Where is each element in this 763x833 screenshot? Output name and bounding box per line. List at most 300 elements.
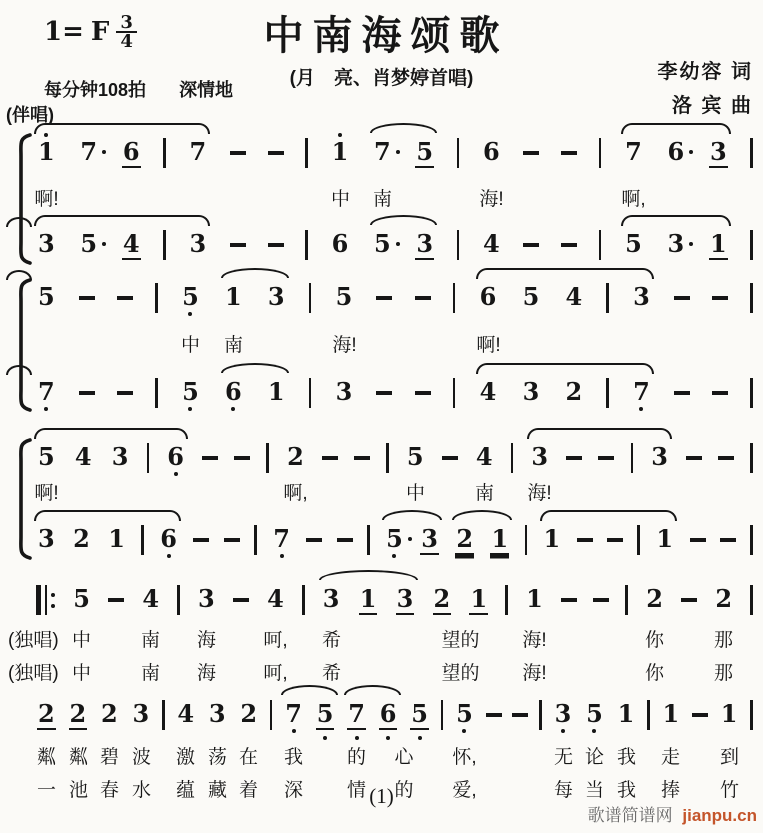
note <box>481 230 502 258</box>
note <box>321 585 342 613</box>
note <box>180 283 201 311</box>
barline <box>270 700 273 730</box>
note <box>666 138 687 166</box>
note <box>644 585 665 613</box>
note-digit: 1 <box>108 524 125 553</box>
duration-dash <box>561 151 577 155</box>
note-digit: 7 <box>625 137 642 166</box>
barline <box>637 525 640 555</box>
note <box>223 378 244 406</box>
octave-dot-low <box>174 472 178 476</box>
note <box>542 525 563 553</box>
lyric-syllable: 论 <box>584 747 605 768</box>
note-digit: 3 <box>111 442 129 471</box>
note-digit: 2 <box>287 442 304 471</box>
slur-arc <box>527 428 672 439</box>
note <box>358 585 379 615</box>
note <box>238 700 259 728</box>
slur-arc <box>319 570 418 580</box>
note-digit: 3 <box>335 377 353 406</box>
lyric-syllable: 呵, <box>263 630 288 651</box>
note-digit: 1 <box>617 699 635 728</box>
note-digit: 6 <box>667 137 685 166</box>
note <box>719 700 740 728</box>
note <box>660 700 681 728</box>
barline <box>750 283 753 313</box>
note-digit: 7 <box>633 377 650 406</box>
notation-line <box>36 378 753 412</box>
octave-dot-low <box>188 407 192 411</box>
slur-arc <box>221 268 289 278</box>
note <box>563 283 584 311</box>
lyric-syllable: 池 <box>68 780 89 801</box>
slur-arc <box>382 510 442 520</box>
lyric-syllable: 海! <box>522 630 547 651</box>
slur-arc <box>34 510 181 521</box>
barline <box>367 525 370 555</box>
watermark <box>588 801 757 826</box>
note-digit: 3 <box>396 584 414 613</box>
note <box>454 700 475 728</box>
duration-dash <box>566 456 582 460</box>
barline <box>147 443 150 473</box>
duration-dash <box>720 538 736 542</box>
note-digit: 2 <box>715 584 733 613</box>
lyric-line <box>36 330 753 356</box>
duration-dash <box>376 391 392 395</box>
barline <box>647 700 650 730</box>
duration-dash <box>718 456 734 460</box>
note-digit: 5 <box>182 282 199 311</box>
duration-dash <box>415 391 431 395</box>
note <box>584 700 605 728</box>
slur-arc <box>344 685 401 695</box>
note <box>524 585 545 613</box>
barline <box>163 230 166 260</box>
octave-dot-low <box>280 554 284 558</box>
lyric-syllable: 着 <box>238 780 259 801</box>
slur-arc <box>221 363 289 373</box>
note <box>68 700 89 730</box>
lyric-syllable: 海 <box>196 663 217 684</box>
lyric-syllable: 海! <box>527 483 552 504</box>
lyric-syllable: 海! <box>522 663 547 684</box>
note <box>474 443 495 471</box>
barline <box>511 443 514 473</box>
note-digit: 1 <box>491 524 509 553</box>
note-digit: 3 <box>709 137 727 166</box>
note <box>330 230 351 258</box>
barline <box>305 138 308 168</box>
note-digit: 5 <box>316 699 334 728</box>
time-numerator: 3 <box>116 14 137 33</box>
note-digit: 5 <box>386 524 403 553</box>
duration-dash <box>108 598 124 602</box>
note <box>631 378 652 406</box>
note <box>78 230 99 258</box>
lyric-syllable: 南 <box>223 335 244 356</box>
note-digit: 2 <box>101 699 118 728</box>
slur-arc <box>540 510 677 521</box>
octave-dot-low <box>592 729 596 733</box>
note-digit: 3 <box>531 442 549 471</box>
duration-dash <box>692 713 708 717</box>
lyric-syllable: 心 <box>394 747 414 768</box>
lyric-syllable: 当 <box>584 780 605 801</box>
lyric-line <box>8 658 753 684</box>
slur-arc <box>370 215 437 225</box>
barline <box>453 378 456 408</box>
note-digit: 1 <box>225 282 242 311</box>
lyric-syllable: 深 <box>283 780 304 801</box>
slur-arc <box>281 685 338 695</box>
note <box>334 283 355 311</box>
barline <box>254 525 257 555</box>
slur-arc <box>34 215 210 226</box>
duration-dash <box>690 538 706 542</box>
lyric-syllable: 荡 <box>207 747 228 768</box>
note <box>36 283 57 311</box>
note-digit: 4 <box>142 584 160 613</box>
octave-dot-low <box>355 736 359 740</box>
duration-dash <box>230 151 246 155</box>
note-digit: 4 <box>122 229 140 258</box>
key-letter: F <box>90 17 110 47</box>
slur-arc <box>621 123 731 134</box>
augmentation-dot <box>396 150 400 154</box>
barline <box>505 585 508 615</box>
note-digit: 1 <box>331 137 349 166</box>
slur-arc <box>34 123 210 134</box>
barline <box>266 443 269 473</box>
barline <box>386 443 389 473</box>
note <box>405 443 426 471</box>
note <box>489 525 510 555</box>
duration-dash <box>79 391 95 395</box>
note <box>36 378 57 406</box>
augmentation-dot <box>408 537 412 541</box>
note <box>521 283 542 311</box>
duration-dash <box>598 456 614 460</box>
note <box>271 525 292 553</box>
note-digit: 6 <box>379 699 397 728</box>
duration-dash <box>79 296 95 300</box>
tie-arc <box>6 270 32 280</box>
note <box>529 443 550 471</box>
duration-dash <box>486 713 502 717</box>
note-digit: 1 <box>267 377 285 406</box>
note <box>654 525 675 553</box>
octave-dot-low <box>292 729 296 733</box>
credits <box>657 55 753 123</box>
barline <box>302 585 305 615</box>
lyric-syllable: 海! <box>479 189 504 210</box>
barline <box>441 700 444 730</box>
note-digit: 6 <box>483 137 500 166</box>
lyric-syllable: 我 <box>283 747 304 768</box>
octave-dot-low <box>323 736 327 740</box>
note-digit: 5 <box>80 229 98 258</box>
note <box>36 138 57 166</box>
barline <box>750 378 753 408</box>
note-digit: 5 <box>522 282 540 311</box>
note-digit: 1 <box>543 524 561 553</box>
duration-dash <box>193 538 209 542</box>
augmentation-dot <box>689 242 693 246</box>
lyric-syllable: 春 <box>99 780 120 801</box>
lyric-syllable: 爱, <box>452 780 477 801</box>
note-digit: 3 <box>554 699 572 728</box>
note <box>140 585 161 613</box>
note <box>334 378 355 406</box>
notation-line <box>36 230 753 264</box>
lyric-syllable: 呵, <box>263 663 288 684</box>
note-digit: 4 <box>475 442 493 471</box>
barline <box>457 138 460 168</box>
lyric-syllable: 南 <box>140 630 161 651</box>
note <box>315 700 336 730</box>
lyric-syllable: (独唱) <box>8 630 59 651</box>
note <box>121 230 142 260</box>
lyric-syllable: 的 <box>394 780 414 801</box>
duration-dash <box>117 296 133 300</box>
backing-vocal-label: (伴唱) <box>6 105 54 125</box>
note-digit: 5 <box>586 699 603 728</box>
barline <box>309 283 312 313</box>
duration-dash <box>577 538 593 542</box>
note-digit: 5 <box>625 229 642 258</box>
octave-dot-low <box>231 407 235 411</box>
note <box>713 585 734 613</box>
note-digit: 1 <box>662 699 680 728</box>
note-digit: 3 <box>651 442 668 471</box>
note <box>71 525 92 553</box>
barline <box>453 283 456 313</box>
system-brace <box>10 437 36 561</box>
note <box>36 230 57 258</box>
barline <box>599 138 602 168</box>
notation-line <box>36 443 753 477</box>
lyric-line <box>36 775 753 801</box>
octave-dot-low <box>639 407 643 411</box>
note-digit: 6 <box>479 282 497 311</box>
octave-dot-low <box>188 312 192 316</box>
note <box>623 230 644 258</box>
barline <box>155 378 158 408</box>
lyric-syllable: 希 <box>321 630 342 651</box>
note-digit: 3 <box>189 229 207 258</box>
note <box>78 138 99 166</box>
note-digit: 3 <box>38 229 55 258</box>
note <box>708 230 729 260</box>
tempo-marking: 每分钟108拍 <box>44 80 147 100</box>
lyric-syllable: 粼 <box>36 747 57 768</box>
note <box>36 443 57 471</box>
note <box>99 700 120 728</box>
octave-dot-low <box>167 554 171 558</box>
lyric-syllable: 怀, <box>452 747 477 768</box>
lyric-syllable: 激 <box>175 747 196 768</box>
note <box>419 525 440 555</box>
lyric-syllable: 藏 <box>207 780 228 801</box>
note-digit: 5 <box>456 699 473 728</box>
lyric-syllable: 碧 <box>99 747 120 768</box>
slur-arc <box>452 510 512 520</box>
octave-dot-low <box>561 729 565 733</box>
note <box>158 525 179 553</box>
slur-arc <box>476 363 654 374</box>
note-digit: 3 <box>38 524 55 553</box>
barline <box>631 443 634 473</box>
lyric-syllable: 走 <box>660 747 681 768</box>
note <box>180 378 201 406</box>
note-digit: 7 <box>189 137 207 166</box>
duration-dash <box>268 151 284 155</box>
note-digit: 2 <box>565 377 583 406</box>
note <box>121 138 142 168</box>
octave-dot-low <box>392 554 396 558</box>
lyric-syllable: 水 <box>131 780 152 801</box>
lyric-syllable: 每 <box>553 780 574 801</box>
note <box>187 138 208 166</box>
duration-dash <box>523 151 539 155</box>
note-digit: 6 <box>331 229 349 258</box>
note-digit: 3 <box>667 229 685 258</box>
slur-arc <box>34 428 188 439</box>
duration-dash <box>337 538 353 542</box>
duration-dash <box>224 538 240 542</box>
system-brace <box>10 277 36 413</box>
tempo-line <box>44 76 233 102</box>
note <box>384 525 405 553</box>
note-digit: 7 <box>38 377 55 406</box>
note <box>266 378 287 406</box>
note-digit: 1 <box>709 229 727 258</box>
expression-marking: 深情地 <box>179 80 234 100</box>
note <box>71 585 92 613</box>
lyric-syllable: 啊, <box>621 189 646 210</box>
note <box>378 700 399 730</box>
watermark-site-name: 歌谱简谱网 <box>587 806 673 825</box>
note <box>285 443 306 471</box>
note <box>409 700 430 730</box>
lyric-syllable: 无 <box>553 747 574 768</box>
lyric-syllable: 粼 <box>68 747 89 768</box>
lyric-line <box>36 478 753 504</box>
note-digit: 1 <box>656 524 674 553</box>
notation-line <box>36 700 753 734</box>
duration-dash <box>593 598 609 602</box>
duration-dash <box>561 243 577 247</box>
note-digit: 4 <box>74 442 92 471</box>
note-digit: 5 <box>416 137 434 166</box>
note <box>196 585 217 613</box>
lyric-syllable: 你 <box>644 630 665 651</box>
barline <box>625 585 628 615</box>
note <box>266 283 287 311</box>
lyric-syllable: 南 <box>140 663 161 684</box>
barline <box>163 138 166 168</box>
note-digit: 1 <box>359 584 377 613</box>
lyric-syllable: 啊! <box>34 189 59 210</box>
slur-arc <box>621 215 731 226</box>
lyric-syllable: 在 <box>238 747 259 768</box>
note-digit: 3 <box>208 699 226 728</box>
note <box>106 525 127 553</box>
note <box>481 138 502 166</box>
note <box>207 700 228 728</box>
lyric-syllable: 竹 <box>719 780 740 801</box>
page-title: 中南海颂歌 <box>263 13 509 58</box>
lyric-line <box>8 625 753 651</box>
note-digit: 7 <box>80 137 98 166</box>
lyric-syllable: 中 <box>405 483 426 504</box>
barline <box>162 700 165 730</box>
barline <box>599 230 602 260</box>
duration-dash <box>268 243 284 247</box>
barline <box>750 525 753 555</box>
barline <box>309 378 312 408</box>
barline <box>606 378 609 408</box>
note-digit: 2 <box>646 584 663 613</box>
note <box>414 138 435 168</box>
duration-dash <box>523 243 539 247</box>
note-digit: 2 <box>38 699 55 728</box>
system-brace <box>10 132 36 266</box>
note <box>131 700 152 728</box>
lyric-syllable: 你 <box>644 663 665 684</box>
barline <box>457 230 460 260</box>
lyric-syllable: 中 <box>71 630 92 651</box>
lyricist: 李幼容 词 <box>657 61 753 83</box>
note <box>110 443 131 471</box>
note-digit: 1 <box>38 137 55 166</box>
note-digit: 4 <box>483 229 500 258</box>
duration-dash <box>354 456 370 460</box>
duration-dash <box>512 713 528 717</box>
note <box>36 700 57 730</box>
note-digit: 4 <box>479 377 497 406</box>
subtitle: (月 亮、肖梦婷首唱) <box>289 68 474 89</box>
lyric-syllable: 中 <box>180 335 201 356</box>
lyric-syllable: 啊! <box>476 335 501 356</box>
augmentation-dot <box>102 242 106 246</box>
note <box>468 585 489 615</box>
note-digit: 1 <box>470 584 488 613</box>
augmentation-dot <box>102 150 106 154</box>
lyric-syllable: 捧 <box>660 780 681 801</box>
note <box>708 138 729 168</box>
repeat-start-sign <box>36 585 55 615</box>
barline <box>750 230 753 260</box>
notation-line <box>36 525 753 559</box>
duration-dash <box>712 296 728 300</box>
note-digit: 4 <box>177 699 195 728</box>
note-digit: 6 <box>167 442 184 471</box>
note-digit: 4 <box>267 584 284 613</box>
lyric-syllable: 我 <box>616 780 637 801</box>
duration-dash <box>306 538 322 542</box>
duration-dash <box>681 598 697 602</box>
duration-dash <box>234 456 250 460</box>
octave-dot-low <box>418 736 422 740</box>
note-digit: 3 <box>322 584 340 613</box>
duration-dash <box>607 538 623 542</box>
note-digit: 3 <box>132 699 150 728</box>
note <box>454 525 475 555</box>
lyric-syllable: 啊! <box>34 483 59 504</box>
barline <box>305 230 308 260</box>
